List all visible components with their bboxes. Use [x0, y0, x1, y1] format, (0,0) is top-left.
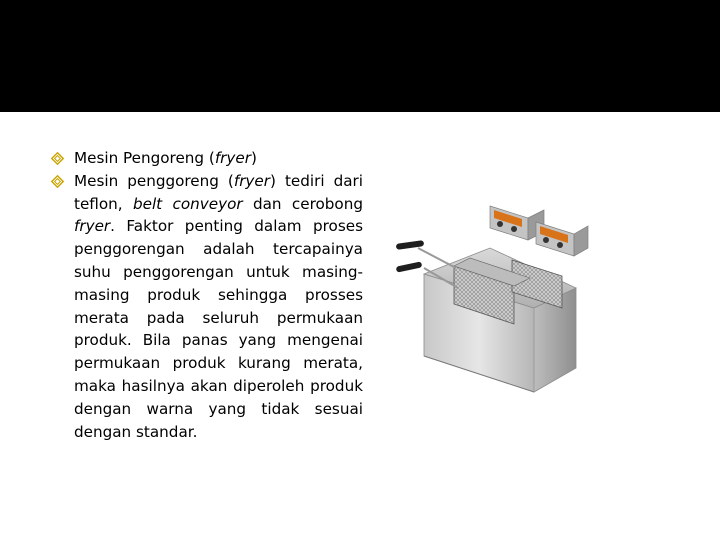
- text-run-italic: fryer: [214, 149, 251, 167]
- text-run: . Faktor penting dalam proses penggorengan adalah tercapainya suhu penggorengan untuk masing-masing produk sehingga prosses merata pada seluruh permukaan produk. Bila panas yang mengenai permukaan produk kurang merata, maka hasilnya akan diperoleh produk dengan warna yang tidak sesuai dengan standar.: [74, 217, 363, 441]
- bullet-list: [48, 147, 363, 443]
- text-run: ): [251, 149, 257, 167]
- text-run: ) tediri dari teflon,: [74, 171, 363, 213]
- bullet-text-description: [74, 170, 363, 444]
- text-run-italic: fryer: [233, 171, 271, 190]
- deep-fryer-photo: [394, 196, 594, 396]
- text-run: Mesin Pengoreng (: [74, 149, 215, 167]
- deep-fryer-illustration: [394, 196, 594, 396]
- bullet-item-title: [48, 147, 363, 170]
- bullet-text-title: [74, 149, 257, 167]
- text-run-italic: belt conveyor: [132, 194, 243, 213]
- bullet-icon: [51, 175, 64, 188]
- header-band: [0, 0, 720, 112]
- bullet-item-description: [48, 170, 363, 444]
- text-run: dan cerobong: [242, 194, 363, 213]
- text-run-italic: fryer: [74, 217, 111, 236]
- text-run: Mesin penggoreng (: [74, 171, 234, 190]
- bullet-icon: [51, 152, 64, 165]
